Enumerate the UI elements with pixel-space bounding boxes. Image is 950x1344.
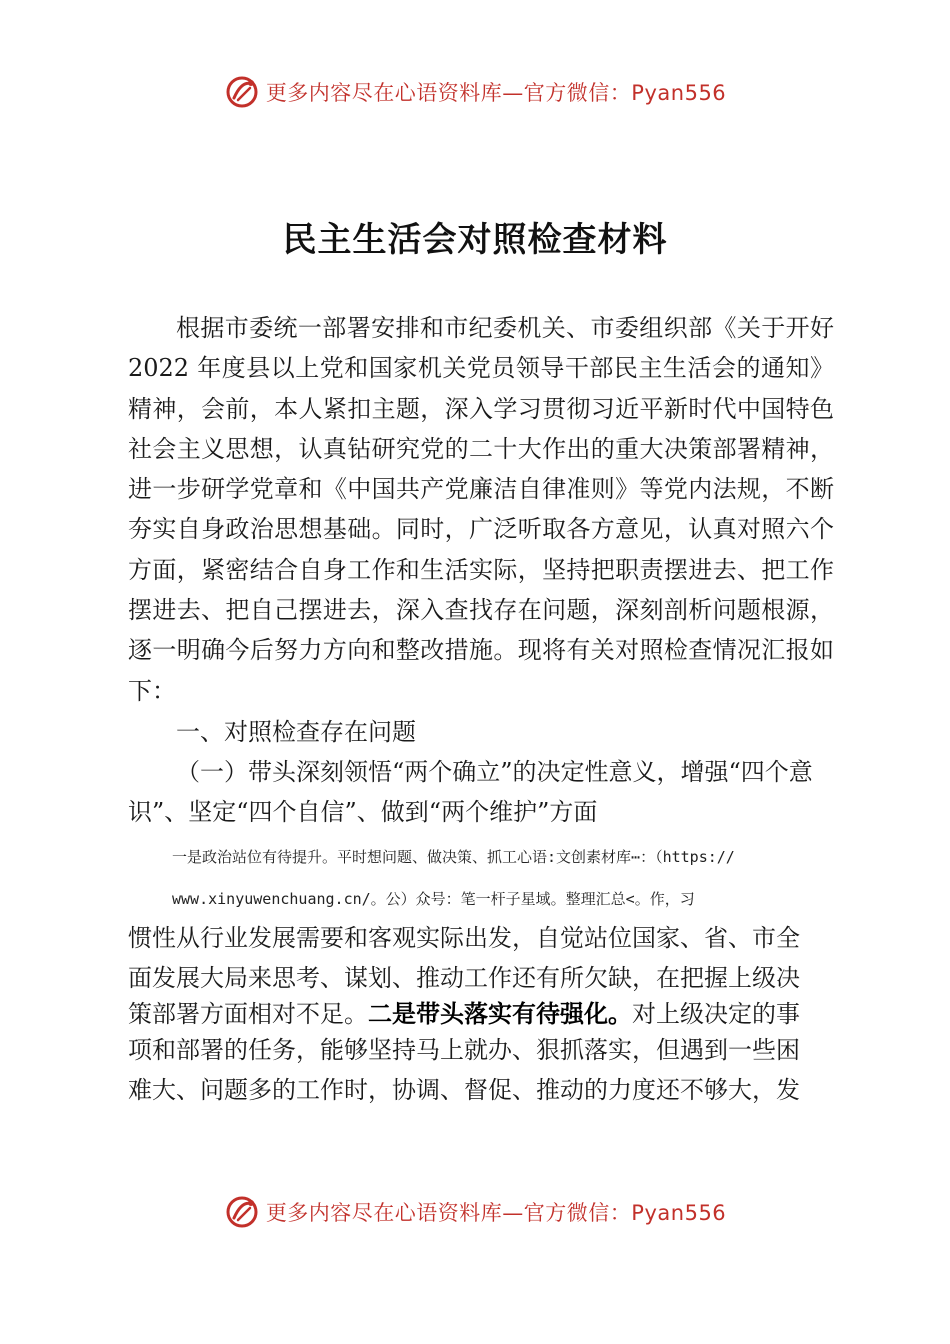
footer-banner-text: 更多内容尽在心语资料库—官方微信：Pyan556 [265, 1201, 727, 1225]
body-line-text: 对上级决定的事 [632, 1000, 800, 1028]
logo-icon [224, 1194, 260, 1230]
subsection-heading: （一）带头深刻领悟“两个确立”的决定性意义，增强“四个意识”、坚定“四个自信”、做到“两个维护”方面 [128, 758, 813, 826]
header-banner [0, 72, 950, 112]
body-line-text: 策部署方面相对不足。 [128, 1000, 368, 1028]
emphasis-text: 二是带头落实有待强化。 [368, 1000, 632, 1028]
body-line: 惯性从行业发展需要和客观实际出发，自觉站位国家、省、市全 [128, 924, 800, 952]
small-text-line: 一是政治站位有待提升。平时想问题、做决策、抓工心语:文创素材库⋯：（https:// [172, 848, 735, 866]
body-line: 面发展大局来思考、谋划、推动工作还有所欠缺，在把握上级决 [128, 964, 800, 992]
header-banner-text: 更多内容尽在心语资料库—官方微信：Pyan556 [265, 81, 727, 105]
body-line: 难大、问题多的工作时，协调、督促、推动的力度还不够大，发 [128, 1076, 800, 1104]
body-line: 项和部署的任务，能够坚持马上就办、狠抓落实，但遇到一些困 [128, 1036, 800, 1064]
page-title: 民主生活会对照检查材料 [282, 220, 668, 260]
section-heading: 一、对照检查存在问题 [176, 718, 416, 746]
footer-banner [0, 1192, 950, 1232]
small-text-line: www.xinyuwenchuang.cn/。公）众号：笔一杆子星域。整理汇总<。作，习 [172, 890, 695, 908]
intro-paragraph: 根据市委统一部署安排和市纪委机关、市委组织部《关于开好 2022 年度县以上党和国家机关党员领导干部民主生活会的通知》精神，会前，本人紧扣主题，深入学习贯彻习近平新时代中国特色社会主义思想，认真钻研究党的二十大作出的重大决策部署精神，进一步研学党章和《中国共产党廉洁自律准则》等党内法规，不断夯实自身政治思想基础。同时，广泛听取各方意见，认真对照六个方面，紧密结合自身工作和生活实际，坚持把职责摆进去、把工作摆进去、把自己摆进去，深入查找存在问题，深刻剖析问题根源，逐一明确今后努力方向和整改措施。现将有关对照检查情况汇报如下： [128, 314, 834, 705]
body-line [128, 994, 834, 1034]
logo-icon [224, 74, 260, 110]
